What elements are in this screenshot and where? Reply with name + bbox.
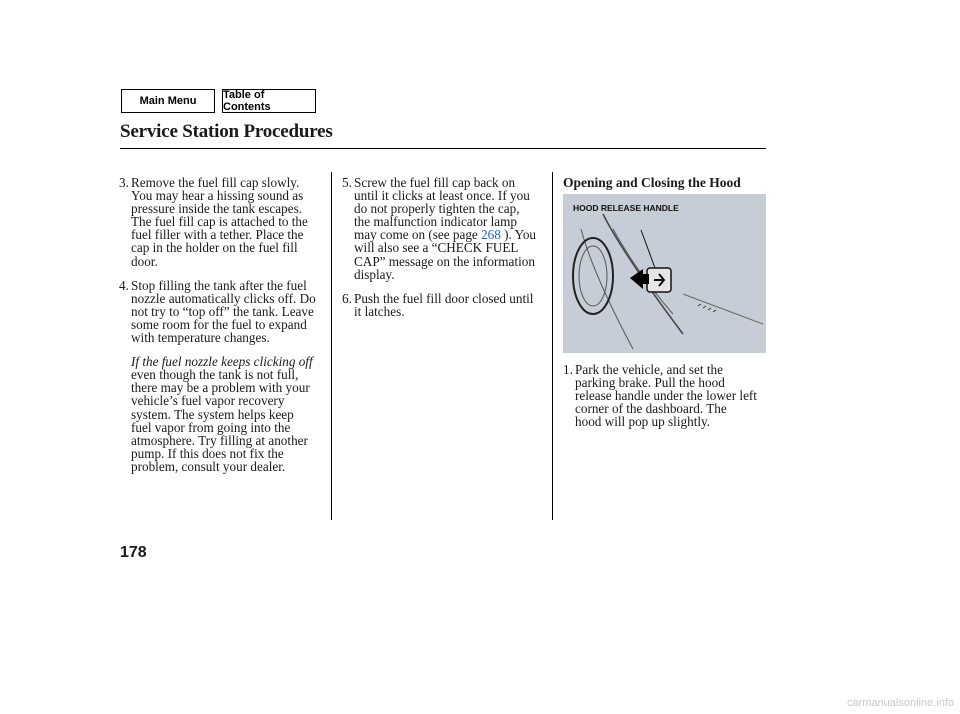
step-3-text: Remove the fuel fill cap slowly. You may hear a hissing sound as pressure inside the tank escapes. The fuel fill cap is attached to the fuel filler with a tether. Place the cap in the holder on the fuel fill door.	[131, 175, 308, 269]
nozzle-clicking-heading: If the fuel nozzle keeps clicking off	[131, 354, 313, 370]
page-268-link[interactable]: 268	[481, 227, 501, 243]
step-6	[342, 292, 547, 318]
main-menu-button[interactable]: Main Menu	[121, 89, 215, 113]
nozzle-clicking-text: even though the tank is not full, there may be a problem with your vehicle’s fuel vapor recovery system. The system helps keep fuel vapor from going into the atmosphere. Try filling at another pump. If this does not fix the problem, consult your dealer.	[131, 367, 310, 474]
title-divider	[120, 148, 766, 149]
hood-release-illustration	[563, 194, 766, 353]
step-5-text-end: ). You will also see a “CHECK FUEL CAP” message on the information display.	[354, 227, 537, 282]
hood-step-1	[563, 363, 768, 428]
section-title: Service Station Procedures	[120, 121, 333, 142]
step-5-number: 5.	[342, 175, 352, 190]
step-6-number: 6.	[342, 290, 352, 306]
page-number: 178	[120, 544, 147, 561]
step-3	[119, 176, 329, 268]
step-4-number: 4.	[119, 277, 129, 293]
column-middle	[342, 176, 547, 329]
table-of-contents-button[interactable]: Table of Contents	[222, 89, 316, 113]
step-5	[342, 176, 547, 281]
step-4-text: Stop filling the tank after the fuel nozzle automatically clicks off. Do not try to “top off” the tank. Leave some room for the fuel to expand with temperature changes.	[131, 277, 316, 346]
step-5-text-start: Screw the fuel fill cap back on until it clicks at least once. If you do not properly tighten the cap, the malfunction indicator lamp may come on (see page	[354, 175, 530, 243]
hood-release-figure	[563, 194, 766, 353]
step-4	[119, 279, 329, 344]
hood-release-handle-label: HOOD RELEASE HANDLE	[573, 203, 679, 213]
column-divider-2	[552, 172, 553, 520]
hood-step-1-text: Park the vehicle, and set the parking brake. Pull the hood release handle under the lower left corner of the dashboard. The hood will pop up slightly.	[575, 362, 757, 430]
column-right	[563, 363, 768, 439]
hood-step-1-number: 1.	[563, 362, 573, 377]
step-6-text: Push the fuel fill door closed until it latches.	[354, 290, 534, 319]
column-divider-1	[331, 172, 332, 520]
column-left	[119, 176, 329, 473]
watermark: carmanualsonline.info	[846, 697, 954, 709]
step-5-text	[354, 176, 547, 281]
step-3-number: 3.	[119, 175, 129, 190]
hood-section-heading: Opening and Closing the Hood	[563, 175, 741, 190]
